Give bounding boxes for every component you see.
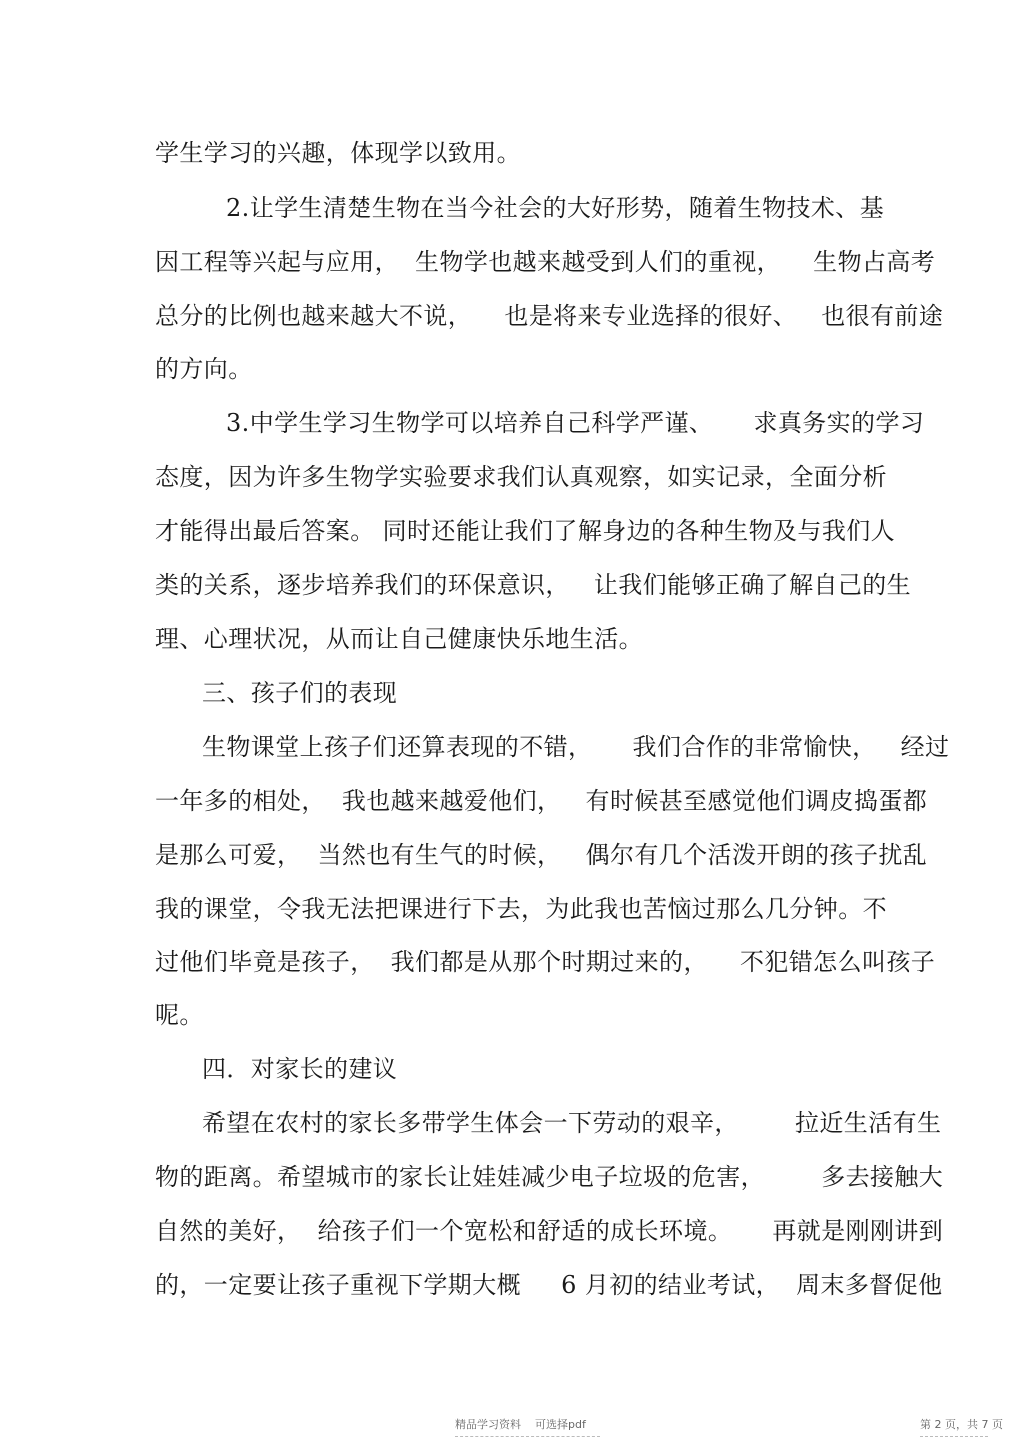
text-line: 我的课堂，令我无法把课进行下去，为此我也苦恼过那么几分钟。不: [155, 895, 887, 923]
text-line: 生物课堂上孩子们还算表现的不错， 我们合作的非常愉快， 经过: [202, 733, 950, 761]
text-line: 理、心理状况，从而让自己健康快乐地生活。: [155, 625, 643, 653]
text-line: 是那么可爱， 当然也有生气的时候， 偶尔有几个活泼开朗的孩子扰乱: [155, 841, 928, 869]
footer-right-rule: [920, 1436, 988, 1437]
text-line: 自然的美好， 给孩子们一个宽松和舒适的成长环境。 再就是刚刚讲到: [155, 1217, 944, 1245]
text-line: 3.中学生学习生物学可以培养自己科学严谨、 求真务实的学习: [226, 409, 925, 437]
footer-left-text: 精品学习资料 可选择pdf: [455, 1418, 586, 1431]
text-line: 的，一定要让孩子重视下学期大概 6 月初的结业考试， 周末多督促他: [155, 1271, 943, 1299]
section-heading: 四．对家长的建议: [202, 1055, 398, 1083]
text-line: 希望在农村的家长多带学生体会一下劳动的艰辛， 拉近生活有生: [202, 1109, 942, 1137]
text-line: 呢。: [155, 1001, 204, 1029]
footer-left-rule: [455, 1436, 600, 1437]
section-heading: 三、孩子们的表现: [202, 679, 398, 707]
text-line: 的方向。: [155, 355, 253, 383]
footer-page-number: 第 2 页，共 7 页: [920, 1418, 1003, 1431]
text-line: 物的距离。希望城市的家长让娃娃减少电子垃圾的危害， 多去接触大: [155, 1163, 944, 1191]
text-line: 学生学习的兴趣，体现学以致用。: [155, 139, 521, 167]
text-line: 因工程等兴起与应用， 生物学也越来越受到人们的重视， 生物占高考: [155, 248, 936, 276]
text-line: 类的关系，逐步培养我们的环保意识， 让我们能够正确了解自己的生: [155, 571, 912, 599]
text-line: 态度，因为许多生物学实验要求我们认真观察，如实记录，全面分析: [155, 463, 887, 491]
text-line: 2.让学生清楚生物在当今社会的大好形势，随着生物技术、基: [226, 194, 885, 222]
text-line: 才能得出最后答案。 同时还能让我们了解身边的各种生物及与我们人: [155, 517, 896, 545]
text-line: 总分的比例也越来越大不说， 也是将来专业选择的很好、 也很有前途: [155, 302, 944, 330]
text-line: 一年多的相处， 我也越来越爱他们， 有时候甚至感觉他们调皮捣蛋都: [155, 787, 928, 815]
text-line: 过他们毕竟是孩子， 我们都是从那个时期过来的， 不犯错怎么叫孩子: [155, 948, 936, 976]
